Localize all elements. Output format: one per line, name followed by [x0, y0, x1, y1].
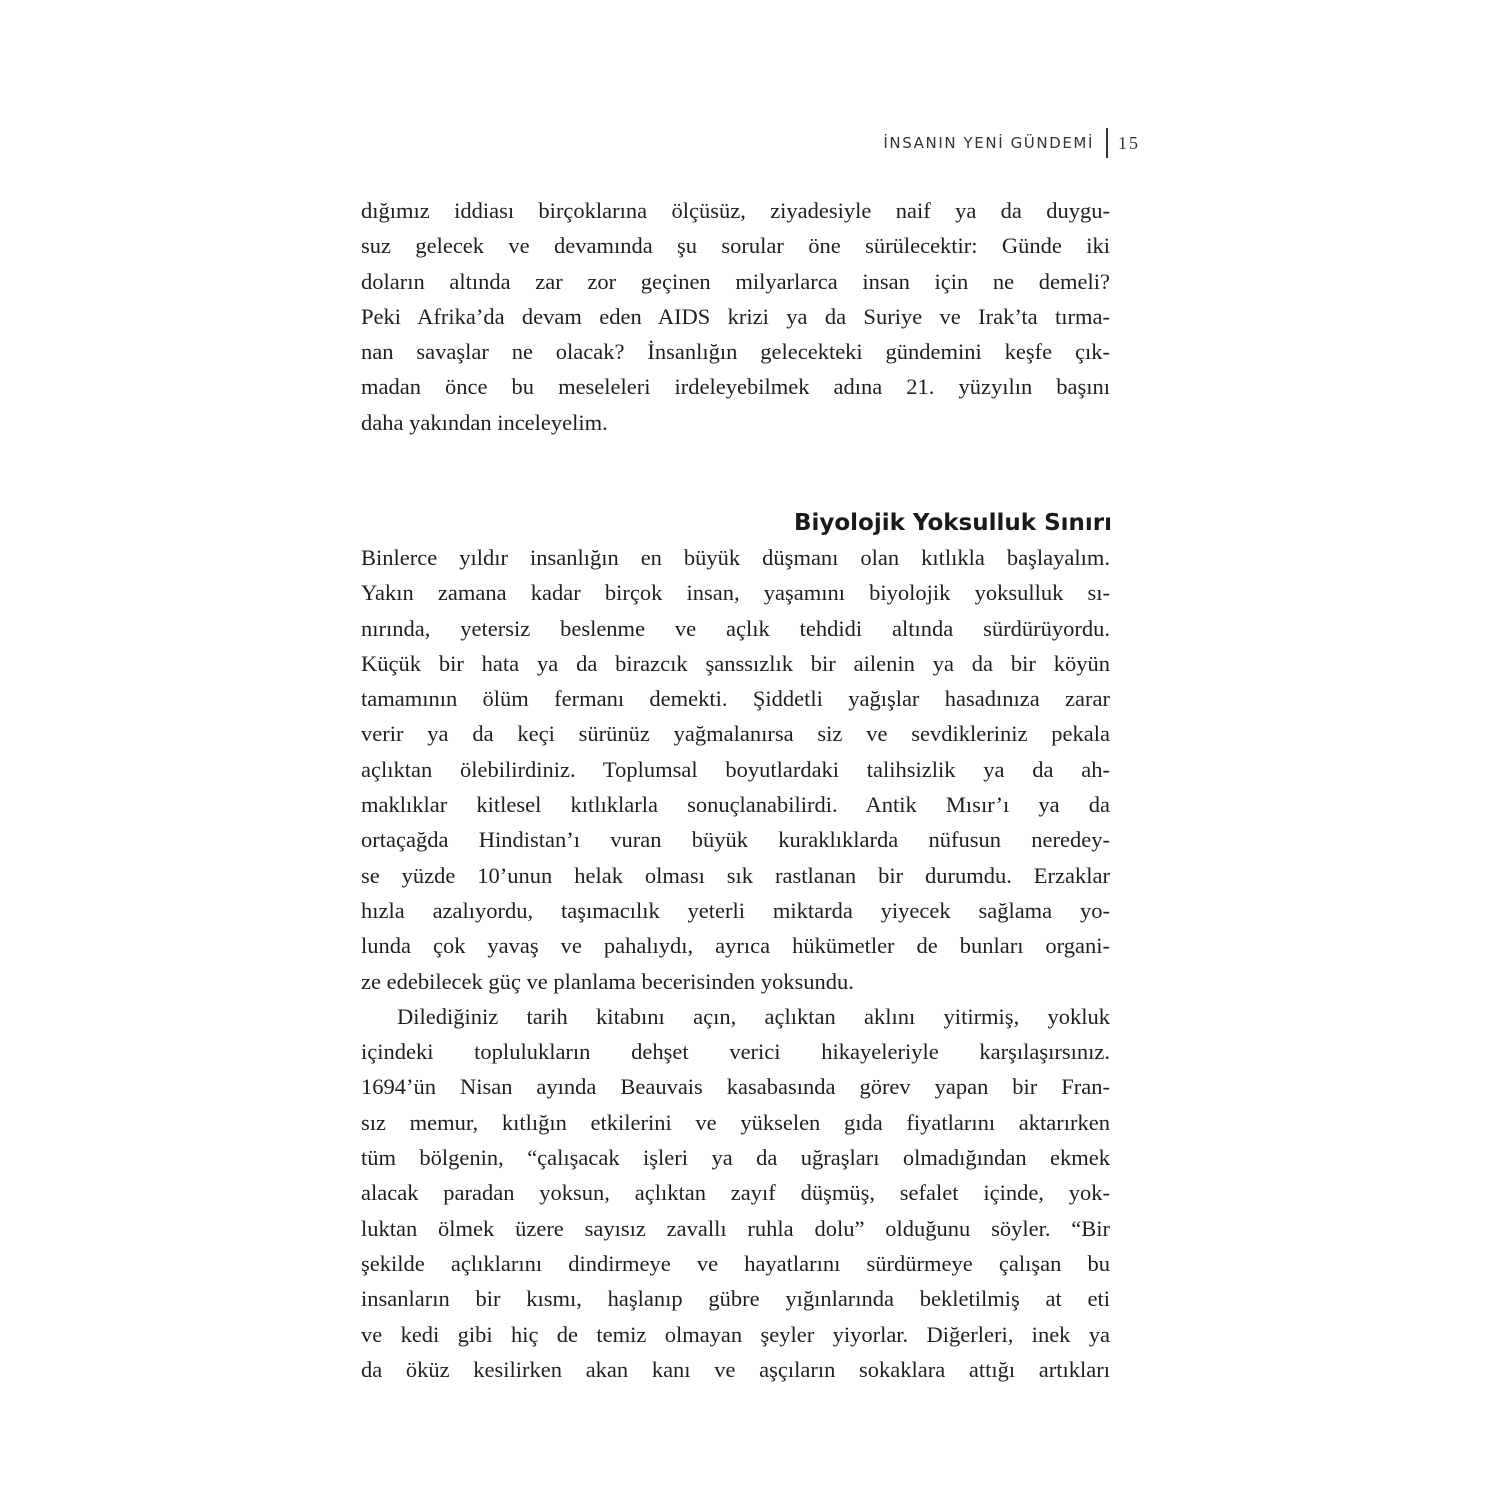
text-line: daha yakından inceleyelim. [361, 409, 608, 435]
paragraph-continued [361, 193, 1110, 440]
text-line: içindeki toplulukların dehşet verici hikayeleriyle karşılaşırsınız. [361, 1039, 1110, 1065]
paragraph [361, 999, 1110, 1387]
paragraph [361, 540, 1110, 999]
text-line: insanların bir kısmı, haşlanıp gübre yığınlarında bekletilmiş at eti [361, 1286, 1110, 1312]
running-header [360, 128, 1140, 158]
text-line: ve kedi gibi hiç de temiz olmayan şeyler yiyorlar. Diğerleri, inek ya [361, 1321, 1110, 1347]
section-heading: Biyolojik Yoksulluk Sınırı [793, 510, 1112, 536]
text-line: tüm bölgenin, “çalışacak işleri ya da uğraşları olmadığından ekmek [361, 1145, 1110, 1171]
text-line: ze edebilecek güç ve planlama becerisinden yoksundu. [361, 968, 854, 994]
text-line: Dilediğiniz tarih kitabını açın, açlıktan aklını yitirmiş, yokluk [397, 1003, 1110, 1029]
text-line: şekilde açlıklarını dindirmeye ve hayatlarını sürdürmeye çalışan bu [361, 1250, 1110, 1276]
text-line: Küçük bir hata ya da birazcık şanssızlık bir ailenin ya da bir köyün [361, 650, 1110, 676]
text-line: dığımız iddiası birçoklarına ölçüsüz, ziyadesiyle naif ya da duygu- [361, 198, 1110, 223]
text-line: lunda çok yavaş ve pahalıydı, ayrıca hükümetler de bunları organi- [361, 933, 1110, 959]
section-body [361, 540, 1110, 1387]
text-line: açlıktan ölebilirdiniz. Toplumsal boyutlardaki talihsizlik ya da ah- [361, 756, 1110, 782]
text-line: se yüzde 10’unun helak olması sık rastlanan bir durumdu. Erzaklar [361, 862, 1110, 888]
text-line: da öküz kesilirken akan kanı ve aşçıların sokaklara attığı artıkları [361, 1356, 1110, 1382]
text-line: suz gelecek ve devamında şu sorular öne sürülecektir: Günde iki [361, 233, 1110, 259]
text-line: hızla azalıyordu, taşımacılık yeterli miktarda yiyecek sağlama yo- [361, 897, 1110, 923]
text-line: alacak paradan yoksun, açlıktan zayıf düşmüş, sefalet içinde, yok- [361, 1180, 1110, 1206]
text-line: Yakın zamana kadar birçok insan, yaşamını biyolojik yoksulluk sı- [361, 580, 1110, 606]
text-line: 1694’ün Nisan ayında Beauvais kasabasında görev yapan bir Fran- [361, 1074, 1110, 1100]
text-line: doların altında zar zor geçinen milyarlarca insan için ne demeli? [361, 268, 1110, 294]
text-line: tamamının ölüm fermanı demekti. Şiddetli yağışlar hasadınıza zarar [361, 686, 1110, 712]
text-line: maklıklar kitlesel kıtlıklarla sonuçlanabilirdi. Antik Mısır’ı ya da [361, 792, 1110, 818]
running-header-title: İNSANIN YENİ GÜNDEMİ [883, 134, 1094, 152]
page-number: 15 [1118, 132, 1140, 153]
text-line: ortaçağda Hindistan’ı vuran büyük kuraklıklarda nüfusun neredey- [361, 827, 1110, 853]
text-line: madan önce bu meseleleri irdeleyebilmek adına 21. yüzyılın başını [361, 374, 1110, 400]
text-line: nırında, yetersiz beslenme ve açlık tehdidi altında sürdürüyordu. [361, 615, 1110, 641]
text-line: Peki Afrika’da devam eden AIDS krizi ya da Suriye ve Irak’ta tırma- [361, 303, 1110, 329]
text-line: verir ya da keçi sürünüz yağmalanırsa siz ve sevdikleriniz pekala [361, 721, 1110, 747]
text-line: Binlerce yıldır insanlığın en büyük düşmanı olan kıtlıkla başlayalım. [361, 545, 1110, 570]
text-line: luktan ölmek üzere sayısız zavallı ruhla dolu” olduğunu söyler. “Bir [361, 1215, 1110, 1241]
text-line: sız memur, kıtlığın etkilerini ve yükselen gıda fiyatlarını aktarırken [361, 1109, 1110, 1135]
text-line: nan savaşlar ne olacak? İnsanlığın gelecekteki gündemini keşfe çık- [361, 339, 1110, 365]
